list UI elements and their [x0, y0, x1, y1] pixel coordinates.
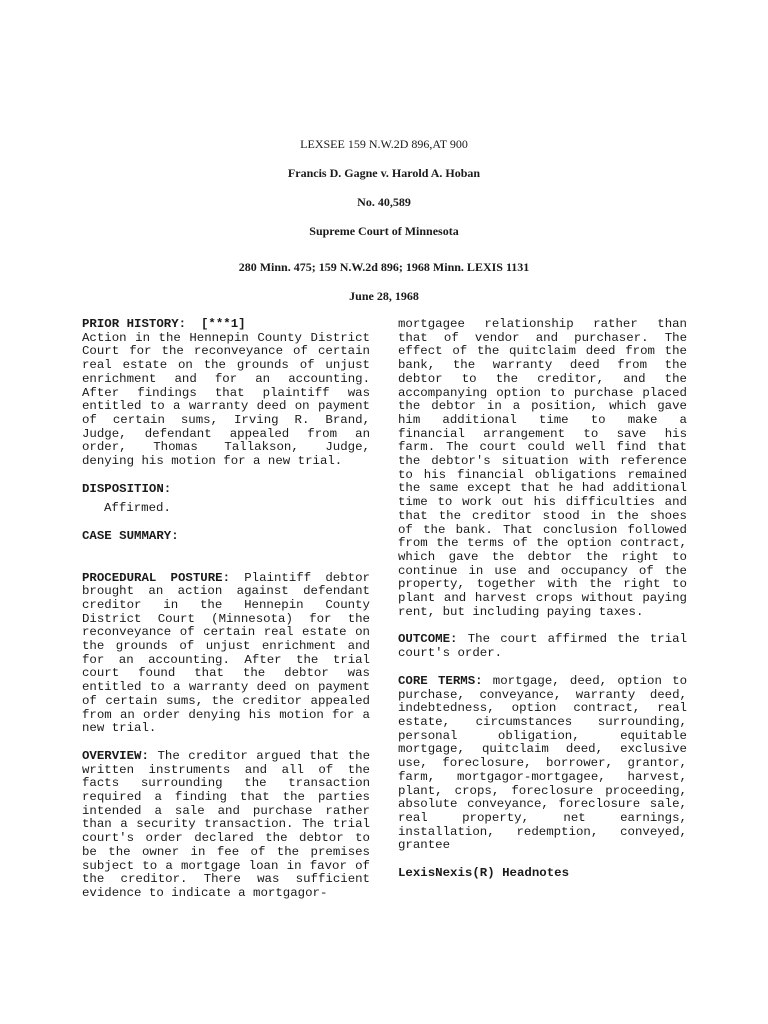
procedural-posture-label: PROCEDURAL POSTURE: [82, 570, 231, 585]
procedural-posture-section [82, 572, 370, 736]
case-summary-heading [82, 530, 370, 544]
outcome-section [398, 633, 687, 660]
court-name: Supreme Court of Minnesota [309, 224, 459, 238]
headnotes-heading [398, 867, 687, 881]
case-name: Francis D. Gagne v. Harold A. Hoban [287, 166, 481, 180]
core-terms-label: CORE TERMS: [398, 673, 483, 688]
citation-line: LEXSEE 159 N.W.2D 896,AT 900 [300, 137, 468, 151]
overview-section [82, 750, 370, 901]
procedural-posture-text: Plaintiff debtor brought an action against defendant creditor in the Hennepin County District Court (Minnesota) for the reconveyance of certain real estate on the grounds of unjust enrichment and for an accounting. After the trial court found that the debtor was entitled to a warranty deed on payment of certain sums, the creditor appealed from an order denying his motion for a new trial. [82, 570, 370, 736]
outcome-text: The court affirmed the trial court's order. [398, 632, 688, 661]
prior-history-section [82, 318, 370, 469]
decision-date: June 28, 1968 [349, 289, 419, 303]
spacer [82, 558, 370, 572]
disposition-label: DISPOSITION: [82, 481, 172, 496]
overview-continued: mortgagee relationship rather than that of vendor and purchaser. The effect of the quitclaim deed from the bank, the warranty deed from the debtor to the creditor, and the accompanying option to purchase placed the debtor in a position, which gave him additional time to make a financial arrangement to save his farm. The court could well find that the debtor's situation with reference to his financial obligations remained the same except that he had additional time to work out his difficulties and that the creditor stood in the shoes of the bank. That conclusion followed from the terms of the option contract, which gave the debtor the right to continue in use and occupancy of the property, together with the right to plant and harvest crops without paying rent, but including paying taxes. [398, 317, 687, 619]
left-column [82, 318, 370, 901]
outcome-label: OUTCOME: [398, 632, 458, 647]
core-terms-text: mortgage, deed, option to purchase, conveyance, warranty deed, indebtedness, option contract, real estate, circumstances surrounding, personal obligation, equitable mortgage, quitclaim deed, exclusive use, foreclosure, borrower, grantor, farm, mortgagor-mortgagee, harvest, plant, crops, foreclosure proceeding, absolute conveyance, foreclosure sale, real property, net earnings, installation, redemption, conveyed, grantee [398, 673, 688, 853]
right-column [398, 318, 687, 895]
prior-history-text: Action in the Hennepin County District Court for the reconveyance of certain real estate on the grounds of unjust enrichment and for an accounting. After findings that plaintiff was entitled to a warranty deed on payment of certain sums, Irving R. Brand, Judge, defendant appealed from an order, Thomas Tallakson, Judge, denying his motion for a new trial. [82, 330, 370, 469]
disposition-text: Affirmed. [104, 501, 171, 516]
docket-number: No. 40,589 [357, 195, 411, 209]
overview-text-part1: The creditor argued that the written instruments and all of the facts surrounding the transaction required a finding that the parties intended a sale and purchase rather than a security transaction. The trial court's order declared the debtor to be the owner in fee of the premises subject to a mortgage loan in favor of the creditor. There was sufficient evidence to indicate a mortgagor- [82, 748, 370, 900]
page-marker: [***1] [200, 317, 246, 331]
disposition-heading [82, 483, 370, 497]
reporter-citations: 280 Minn. 475; 159 N.W.2d 896; 1968 Minn. LEXIS 1131 [238, 260, 530, 274]
case-summary-label: CASE SUMMARY: [82, 529, 179, 544]
overview-label: OVERVIEW: [82, 748, 149, 763]
headnotes-label: LexisNexis(R) Headnotes [398, 866, 570, 881]
prior-history-label: PRIOR HISTORY: [82, 317, 187, 331]
core-terms-section [398, 675, 687, 853]
